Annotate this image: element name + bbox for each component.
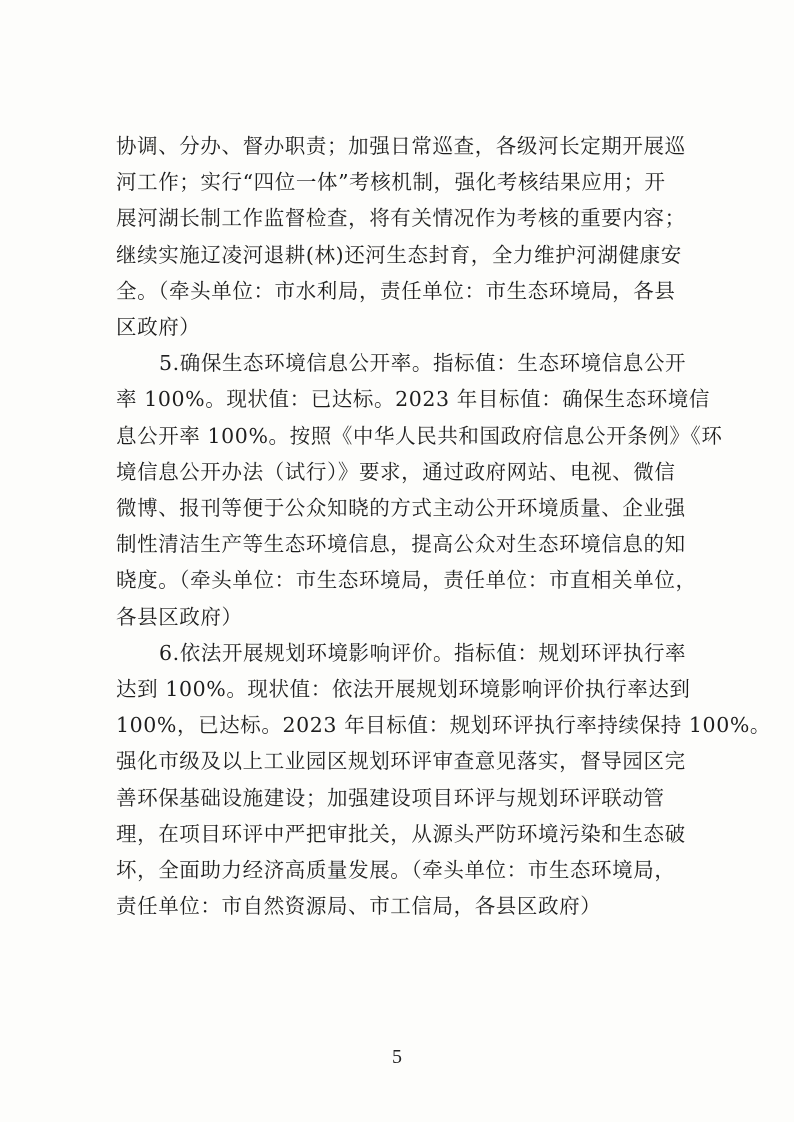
text-line: 坏，全面助力经济高质量发展。（牵头单位：市生态环境局， — [116, 858, 676, 883]
document-body — [116, 128, 772, 924]
text-line: 微博、报刊等便于公众知晓的方式主动公开环境质量、企业强 — [116, 496, 686, 521]
text-line: 全。（牵头单位：市水利局，责任单位：市生态环境局，各县 — [116, 278, 676, 303]
text-line: 制性清洁生产等生态环境信息，提高公众对生态环境信息的知 — [116, 532, 686, 557]
text-line: 继续实施辽凌河退耕(林)还河生态封育，全力维护河湖健康安 — [116, 242, 682, 267]
text-line: 6.依法开展规划环境影响评价。指标值：规划环评执行率 — [159, 640, 687, 665]
text-line: 理，在项目环评中严把审批关，从源头严防环境污染和生态破 — [116, 821, 686, 846]
text-line: 5.确保生态环境信息公开率。指标值：生态环境信息公开 — [159, 351, 687, 376]
paragraph-river-management — [116, 128, 684, 345]
text-line: 河工作；实行“四位一体”考核机制，强化考核结果应用；开 — [116, 170, 666, 195]
paragraph-item-6-planning-eia — [116, 635, 772, 925]
text-line: 息公开率 100%。按照《中华人民共和国政府信息公开条例》《环 — [116, 423, 723, 448]
paragraph-item-5-info-disclosure — [116, 345, 723, 635]
text-line: 区政府） — [116, 315, 201, 340]
text-line: 境信息公开办法（试行）》要求，通过政府网站、电视、微信 — [116, 459, 676, 484]
page-number: 5 — [392, 1046, 402, 1068]
text-line: 责任单位：市自然资源局、市工信局，各县区政府） — [116, 894, 602, 919]
text-line: 各县区政府） — [116, 604, 243, 629]
text-line: 达到 100%。现状值：依法开展规划环境影响评价执行率达到 — [116, 677, 691, 702]
text-line: 100%，已达标。2023 年目标值：规划环评执行率持续保持 100%。 — [116, 713, 772, 738]
text-line: 协调、分办、督办职责；加强日常巡查，各级河长定期开展巡 — [116, 134, 686, 158]
text-line: 晓度。（牵头单位：市生态环境局，责任单位：市直相关单位， — [116, 568, 697, 593]
text-line: 率 100%。现状值：已达标。2023 年目标值：确保生态环境信 — [116, 387, 711, 412]
text-line: 善环保基础设施建设；加强建设项目环评与规划环评联动管 — [116, 785, 665, 810]
text-line: 强化市级及以上工业园区规划环评审查意见落实，督导园区完 — [116, 749, 686, 774]
text-line: 展河湖长制工作监督检查，将有关情况作为考核的重要内容； — [116, 206, 686, 231]
